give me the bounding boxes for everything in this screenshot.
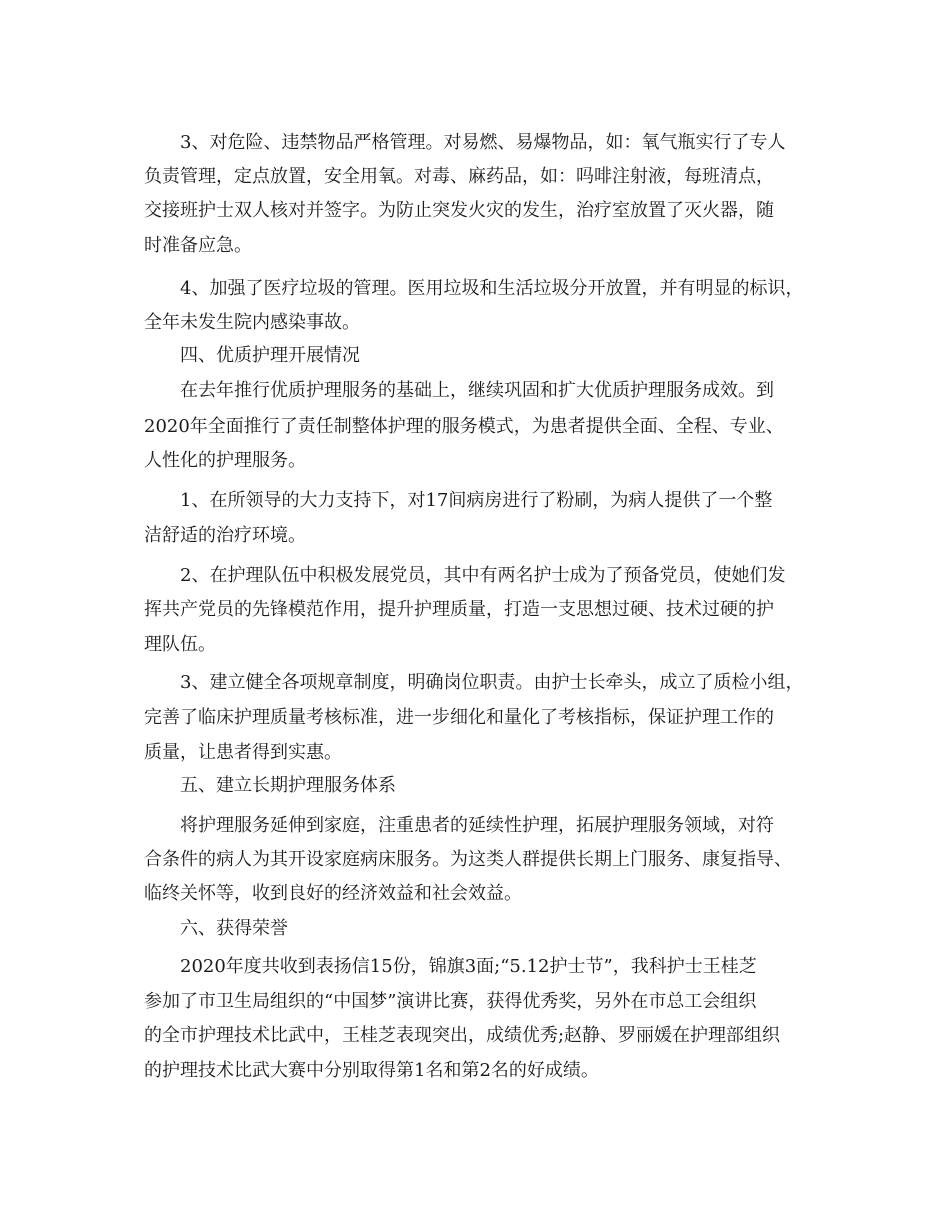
paragraph-line: 的全市护理技术比武中，王桂芝表现突出，成绩优秀;赵静、罗丽媛在护理部组织 [144,1025,781,1046]
paragraph-line: 3、建立健全各项规章制度，明确岗位职责。由护士长牵头，成立了质检小组， [180,672,804,693]
paragraph-line: 完善了临床护理质量考核标准，进一步细化和量化了考核指标，保证护理工作的 [144,707,774,728]
paragraph-line: 临终关怀等，收到良好的经济效益和社会效益。 [144,883,522,904]
paragraph-line: 交接班护士双人核对并签字。为防止突发火灾的发生，治疗室放置了灭火器，随 [144,200,774,221]
paragraph-line: 将护理服务延伸到家庭，注重患者的延续性护理，拓展护理服务领域，对符 [180,815,774,836]
section-heading: 六、获得荣誉 [180,918,288,939]
paragraph-line: 在去年推行优质护理服务的基础上，继续巩固和扩大优质护理服务成效。到 [180,380,774,401]
paragraph-line: 参加了市卫生局组织的“中国梦”演讲比赛，获得优秀奖，另外在市总工会组织 [144,991,757,1012]
paragraph-line: 质量，让患者得到实惠。 [144,742,342,763]
paragraph-line: 洁舒适的治疗环境。 [144,525,306,546]
paragraph-line: 3、对危险、违禁物品严格管理。对易燃、易爆物品，如：氧气瓶实行了专人 [180,132,786,153]
paragraph-line: 的护理技术比武大赛中分别取得第1名和第2名的好成绩。 [144,1060,599,1081]
paragraph-line: 合条件的病人为其开设家庭病床服务。为这类人群提供长期上门服务、康复指导、 [144,849,792,870]
section-heading: 四、优质护理开展情况 [180,345,360,366]
paragraph-line: 挥共产党员的先锋模范作用，提升护理质量，打造一支思想过硬、技术过硬的护 [144,599,774,620]
paragraph-line: 时准备应急。 [144,235,252,256]
paragraph-line: 2、在护理队伍中积极发展党员，其中有两名护士成为了预备党员，使她们发 [180,565,786,586]
paragraph-line: 4、加强了医疗垃圾的管理。医用垃圾和生活垃圾分开放置，并有明显的标识， [180,278,804,299]
paragraph-line: 2020年全面推行了责任制整体护理的服务模式，为患者提供全面、全程、专业、 [144,416,784,437]
section-heading: 五、建立长期护理服务体系 [180,775,396,796]
paragraph-line: 1、在所领导的大力支持下，对17间病房进行了粉刷，为病人提供了一个整 [180,490,773,511]
paragraph-line: 负责管理，定点放置，安全用氧。对毒、麻药品，如：吗啡注射液，每班清点， [144,166,774,187]
paragraph-line: 全年未发生院内感染事故。 [144,312,360,333]
paragraph-line: 2020年度共收到表扬信15份，锦旗3面;“5.12护士节”，我科护士王桂芝 [180,956,757,977]
paragraph-line: 理队伍。 [144,634,216,655]
paragraph-line: 人性化的护理服务。 [144,450,306,471]
